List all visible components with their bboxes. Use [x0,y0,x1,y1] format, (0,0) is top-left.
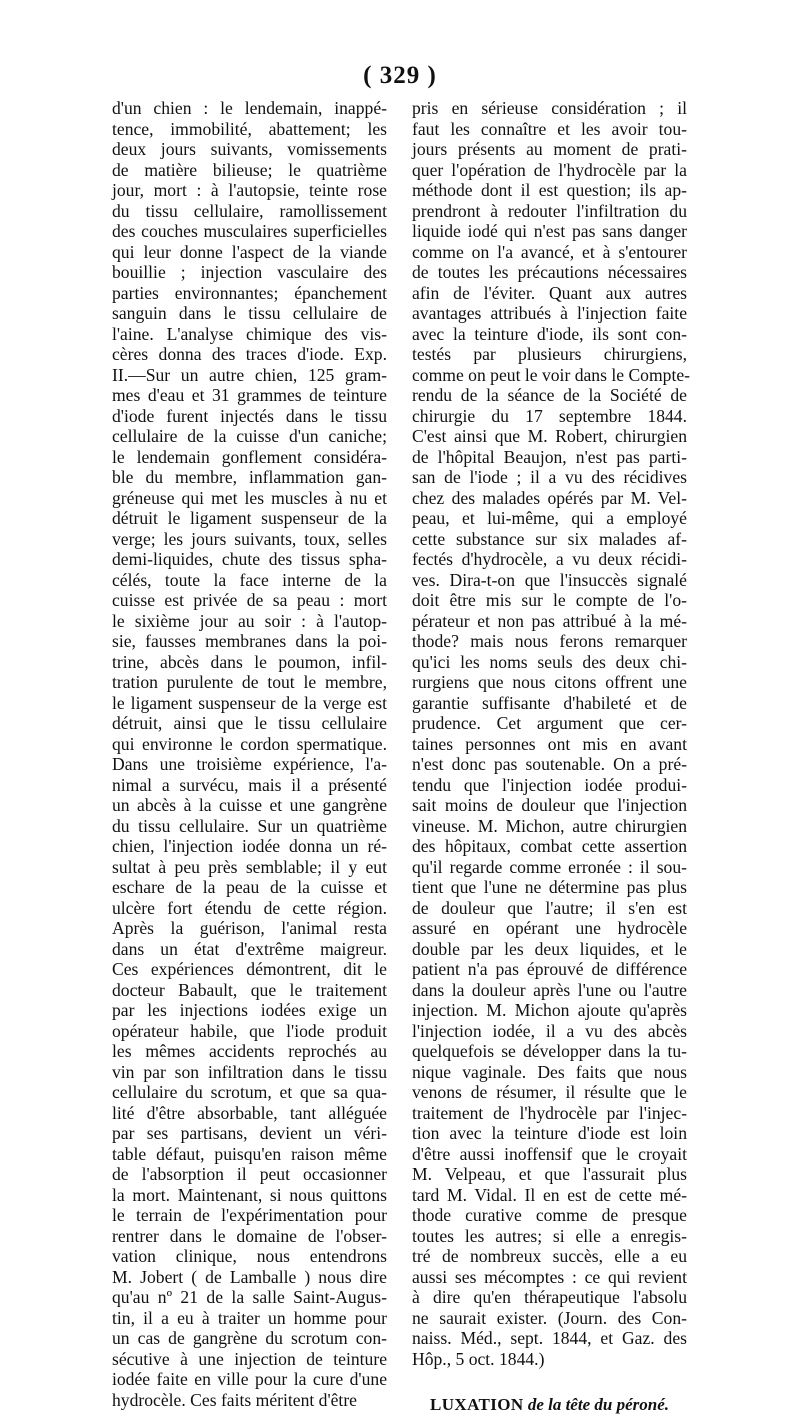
left_column-line: verge; les jours suivants, toux, selles [112,528,387,549]
left_column-line: du tissu cellulaire, ramollissement [112,200,387,221]
right_column-line: toutes les autres; si elle a enregis- [412,1225,687,1246]
right_column-line: méthode dont il est question; ils ap- [412,180,687,200]
section-heading-main: LUXATION [430,1395,524,1414]
left_column-line: sanguin dans le tissu cellulaire de [112,303,387,323]
right_column-line: qu'il regarde comme erronée : il sou- [412,856,687,877]
right_column-line: avec la teinture d'iode, ils sont con- [412,323,687,344]
left_column-line: lité d'être absorbable, tant alléguée [112,1102,387,1123]
left_column-line: la mort. Maintenant, si nous quittons [112,1184,387,1205]
right_column-line: Hôp., 5 oct. 1844.) [412,1348,545,1369]
left_column-line: gréneuse qui met les muscles à nu et [112,487,387,508]
left_column-line: détruit, ainsi que le tissu cellulaire [112,713,387,733]
right_column-line: rurgiens que nous citons offrent une [412,672,687,692]
left_column-line: du tissu cellulaire. Sur un quatrième [112,815,387,836]
section-heading-rest: de la tête du péroné. [527,1395,669,1414]
left_column-line: d'un chien : le lendemain, inappé- [112,98,387,118]
right_column-line: assuré en opérant une hydrocèle [412,918,687,938]
left_column-line: le terrain de l'expérimentation pour [112,1205,387,1225]
left_column-line: table défaut, puisqu'en raison même [112,1143,387,1164]
left_column-line: d'iode furent injectés dans le tissu [112,405,387,426]
page-number: ( 329 ) [363,62,437,89]
right_column-line: fectés d'hydrocèle, a vu deux récidi- [412,549,687,569]
left_column-line: cellulaire de la cuisse d'un caniche; [112,426,387,446]
right_column-line: chez des malades opérés par M. Vel- [412,487,687,508]
left_column-line: demi-liquides, chute des tissus spha- [112,549,387,569]
right_column-line: M. Velpeau, et que l'assurait plus [412,1164,687,1184]
right_column-line: cette substance sur six malades af- [412,528,687,549]
right_column-line: pris en sérieuse considération ; il [412,98,687,118]
left_column-line: deux jours suivants, vomissements [112,139,387,159]
left-column [112,98,387,1410]
left_column-line: opérateur habile, que l'iode produit [112,1020,387,1041]
right_column-line: peau, et lui-même, qui a employé [412,508,687,528]
left_column-line: mes d'eau et 31 grammes de teinture [112,385,387,405]
left_column-line: docteur Babault, que le traitement [112,979,387,1000]
right_column-line: nique vaginale. Des faits que nous [412,1061,687,1082]
right_column-line: avantages attribués à l'injection faite [412,303,687,323]
left_column-line: Après la guérison, l'animal resta [112,918,387,938]
left_column-line: M. Jobert ( de Lamballe ) nous dire [112,1266,387,1287]
right_column-line: des hôpitaux, combat cette assertion [412,836,687,856]
left_column-line: vation clinique, nous entendrons [112,1246,387,1266]
left_column-line: célés, toute la face interne de la [112,569,387,590]
left_column-line: qui leur donne l'aspect de la viande [112,241,387,262]
right_column-line: l'injection iodée, il a vu des abcès [412,1020,687,1041]
left_column-line: II.—Sur un autre chien, 125 gram- [112,364,387,385]
right_column-line: aussi ses mécomptes : ce qui revient [412,1266,687,1287]
section-heading [412,1395,687,1416]
right-column [412,98,691,1416]
right_column-line: naiss. Méd., sept. 1844, et Gaz. des [412,1328,687,1348]
right_column-line: thode curative comme de presque [412,1205,687,1225]
right_column-line: chirurgie du 17 septembre 1844. [412,405,687,426]
right_column-line: injection. M. Michon ajoute qu'après [412,1000,687,1020]
right_column-line: prendront à redouter l'infiltration du [412,200,687,221]
right_column-line: ves. Dira-t-on que l'insuccès signalé [412,569,687,590]
right_column-line: afin de l'éviter. Quant aux autres [412,282,687,303]
left_column-line: ble du membre, inflammation gan- [112,467,387,487]
right_column-line: pérateur et non pas attribué à la mé- [412,610,687,631]
right_column-line: vineuse. M. Michon, autre chirurgien [412,815,687,836]
right_column-line: jours présents au moment de prati- [412,139,687,159]
right_column-line: quelquefois se développer dans la tu- [412,1041,687,1061]
left_column-line: un cas de gangrène du scrotum con- [112,1328,387,1348]
left_column-line: Ces expériences démontrent, dit le [112,959,387,979]
right_column-line: C'est ainsi que M. Robert, chirurgien [412,426,687,446]
left_column-line: hydrocèle. Ces faits méritent d'être [112,1389,357,1410]
left_column-line: des couches musculaires superficielles [112,221,387,241]
left_column-line: un abcès à la cuisse et une gangrène [112,795,387,815]
left_column-line: cuisse est privée de sa peau : mort [112,590,387,610]
left_column-line: parties environnantes; épanchement [112,282,387,303]
right_column-line: rendu de la séance de la Société de [412,385,687,405]
left_column-line: bouillie ; injection vasculaire des [112,262,387,282]
left_column-line: le lendemain gonflement considéra- [112,446,387,467]
right_column-line: à dire qu'en thérapeutique l'absolu [412,1287,687,1307]
left_column-line: cellulaire du scrotum, et que sa qua- [112,1082,387,1102]
left_column-line: sultat à peu près semblable; il y eut [112,856,387,877]
right_column-line: comme on l'a avancé, et à s'entourer [412,241,687,262]
right_column-line: tré de nombreux succès, elle a eu [412,1246,687,1266]
left_column-line: dans un état d'extrême maigreur. [112,938,387,959]
left_column-line: de matière bilieuse; le quatrième [112,159,387,180]
left_column-line: tration purulente de tout le membre, [112,672,387,692]
left_column-line: qui environne le cordon spermatique. [112,733,387,754]
left_column-line: vin par son infiltration dans le tissu [112,1061,387,1082]
left_column-line: par les injections iodées exige un [112,1000,387,1020]
right_column-line: liquide iodé qui n'est pas sans danger [412,221,687,241]
left_column-line: détruit le ligament suspenseur de la [112,508,387,528]
left_column-line: rentrer dans le domaine de l'obser- [112,1225,387,1246]
left_column-line: chien, l'injection iodée donna un ré- [112,836,387,856]
right_column-line: prudence. Cet argument que cer- [412,713,687,733]
left_column-line: qu'au nº 21 de la salle Saint-Augus- [112,1287,387,1307]
left_column-line: tin, il a eu à traiter un homme pour [112,1307,387,1328]
right_column-line: qu'ici les noms seuls des deux chi- [412,651,687,672]
right_column-line: patient n'a pas éprouvé de différence [412,959,687,979]
left_column-line: trine, abcès dans le poumon, infil- [112,651,387,672]
left_column-line: Dans une troisième expérience, l'a- [112,754,387,774]
left_column-line: jour, mort : à l'autopsie, teinte rose [112,180,387,200]
right_column-line: thode? mais nous ferons remarquer [412,631,687,651]
right_column-line: venons de résumer, il résulte que le [412,1082,687,1102]
right_column-line: comme on peut le voir dans le Compte- [412,364,691,385]
left_column-line: par ses partisans, devient un véri- [112,1123,387,1143]
right_column-line: de douleur que l'autre; il s'en est [412,897,687,918]
right_column-line: garantie suffisante d'habileté et de [412,692,687,713]
left_column-line: de l'absorption il peut occasionner [112,1164,387,1184]
right_column-line: dans la douleur après l'une ou l'autre [412,979,687,1000]
left_column-line: cères donna des traces d'iode. Exp. [112,344,387,364]
right_column-line: san de l'iode ; il a vu des récidives [412,467,687,487]
right_column-line: faut les connaître et les avoir tou- [412,118,687,139]
left_column-line: les mêmes accidents reprochés au [112,1041,387,1061]
right_column-line: de toutes les précautions nécessaires [412,262,687,282]
right_column-line: double par les deux liquides, et le [412,938,687,959]
right-column-text [412,98,691,1369]
right_column-line: taines personnes ont mis en avant [412,733,687,754]
right_column-line: de l'hôpital Beaujon, n'est pas parti- [412,446,687,467]
right_column-line: tendu que l'injection iodée produi- [412,774,687,795]
right_column-line: sait moins de douleur que l'injection [412,795,687,815]
left_column-line: sie, fausses membranes dans la poi- [112,631,387,651]
right_column-line: ne saurait exister. (Journ. des Con- [412,1307,687,1328]
left_column-line: l'aine. L'analyse chimique des vis- [112,323,387,344]
right_column-line: tard M. Vidal. Il en est de cette mé- [412,1184,687,1205]
right_column-line: n'est donc pas soutenable. On a pré- [412,754,687,774]
right_column-line: testés par plusieurs chirurgiens, [412,344,687,364]
right_column-line: doit être mis sur le compte de l'o- [412,590,687,610]
left_column-line: le ligament suspenseur de la verge est [112,692,387,713]
left_column-line: eschare de la peau de la cuisse et [112,877,387,897]
left_column-line: tence, immobilité, abattement; les [112,118,387,139]
left_column-line: iodée faite en ville pour la cure d'une [112,1369,387,1389]
left_column-line: le sixième jour au soir : à l'autop- [112,610,387,631]
left_column-line: sécutive à une injection de teinture [112,1348,387,1369]
left_column-line: ulcère fort étendu de cette région. [112,897,387,918]
right_column-line: traitement de l'hydrocèle par l'injec- [412,1102,687,1123]
right_column-line: tion avec la teinture d'iode est loin [412,1123,687,1143]
left_column-line: nimal a survécu, mais il a présenté [112,774,387,795]
right_column-line: tient que l'une ne détermine pas plus [412,877,687,897]
right_column-line: quer l'opération de l'hydrocèle par la [412,159,687,180]
right_column-line: d'être aussi inoffensif que le croyait [412,1143,687,1164]
